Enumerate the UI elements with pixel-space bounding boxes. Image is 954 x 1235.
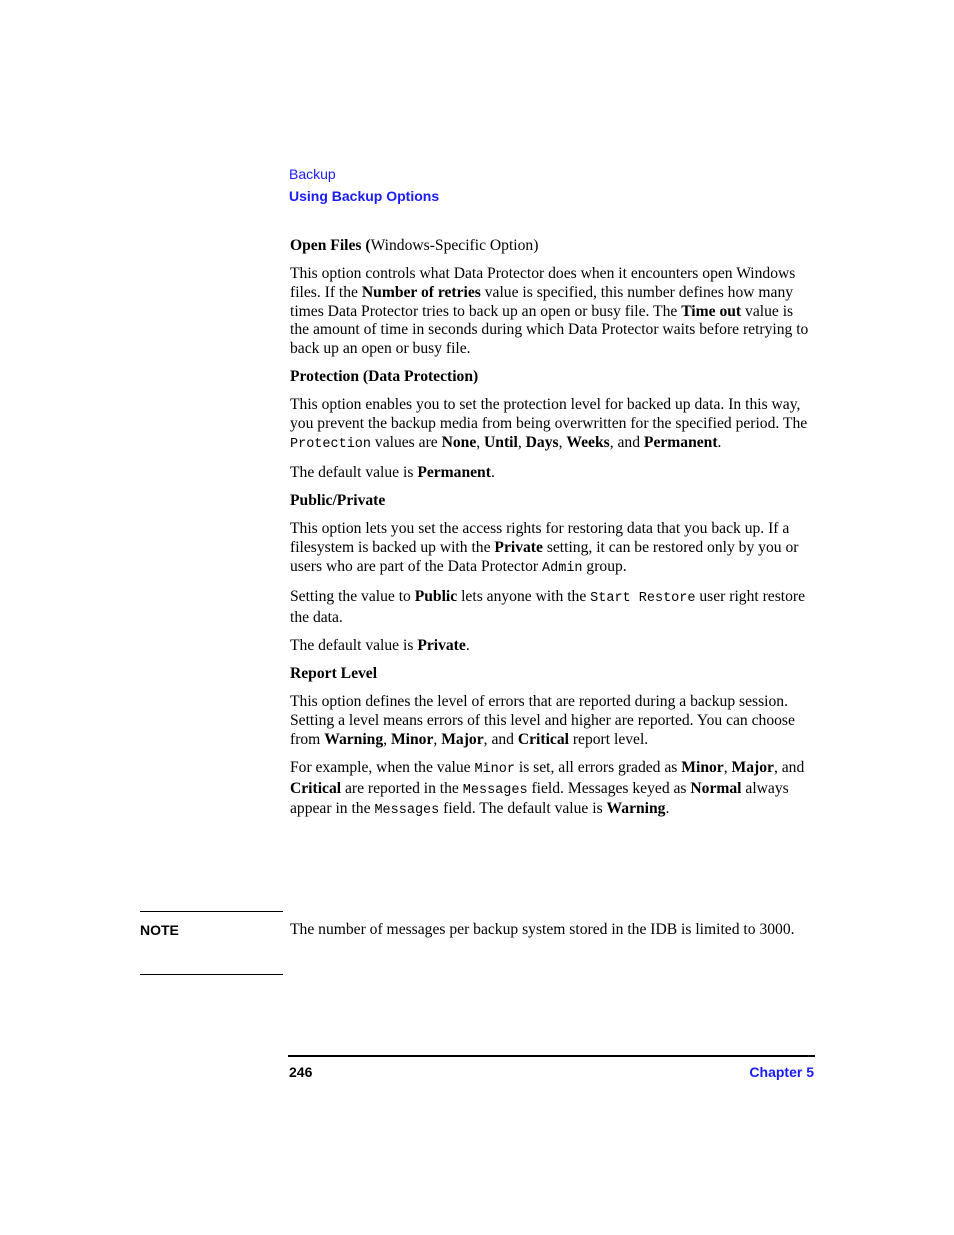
footer-rule <box>288 1055 815 1057</box>
public-private-heading: Public/Private <box>290 492 386 510</box>
open-files-heading: Open Files (Windows-Specific Option) <box>290 237 539 254</box>
chapter-link[interactable]: Chapter 5 <box>749 1064 814 1080</box>
note-rule-bottom <box>140 974 283 975</box>
public-private-description: This option lets you set the access rights for restoring data that you back up. If a filesystem is backed up with the Private setting, it can be restored only by you or users who are part of the Data Protector Admin group. <box>290 520 799 576</box>
note-text: The number of messages per backup system stored in the IDB is limited to 3000. <box>290 921 795 938</box>
breadcrumb-section[interactable]: Backup <box>289 166 336 182</box>
report-level-example: For example, when the value Minor is set, all errors graded as Minor, Major, and Critical are reported in the Messages field. Messages keyed as Normal always appear in the Messages field. The default value is Warning. <box>290 758 805 819</box>
note-rule-top <box>140 911 283 912</box>
page-number: 246 <box>289 1064 313 1080</box>
open-files-description: This option controls what Data Protector does when it encounters open Windows files. If the Number of retries value is specified, this number defines how many times Data Protector tries to back up an open or busy file. The Time out value is the amount of time in seconds during which Data Protector waits before retrying to back up an open or busy file. <box>290 265 809 358</box>
public-private-default: The default value is Private. <box>290 636 470 654</box>
main-content <box>290 237 816 831</box>
protection-heading: Protection (Data Protection) <box>290 368 479 386</box>
public-private-public: Setting the value to Public lets anyone with the Start Restore user right restore the data. <box>290 588 806 626</box>
report-level-description: This option defines the level of errors that are reported during a backup session. Setting a level means errors of this level and higher are reported. You can choose from Warning, Minor, Major, and Critical report level. <box>290 693 795 748</box>
protection-default: The default value is Permanent. <box>290 464 495 482</box>
protection-description: This option enables you to set the protection level for backed up data. In this way, you prevent the backup media from being overwritten for the specified period. The Protection values are None, Until, Days, Weeks, and Permanent. <box>290 396 808 452</box>
note-label: NOTE <box>140 922 179 938</box>
breadcrumb-subsection[interactable]: Using Backup Options <box>289 188 440 204</box>
report-level-heading: Report Level <box>290 665 378 683</box>
